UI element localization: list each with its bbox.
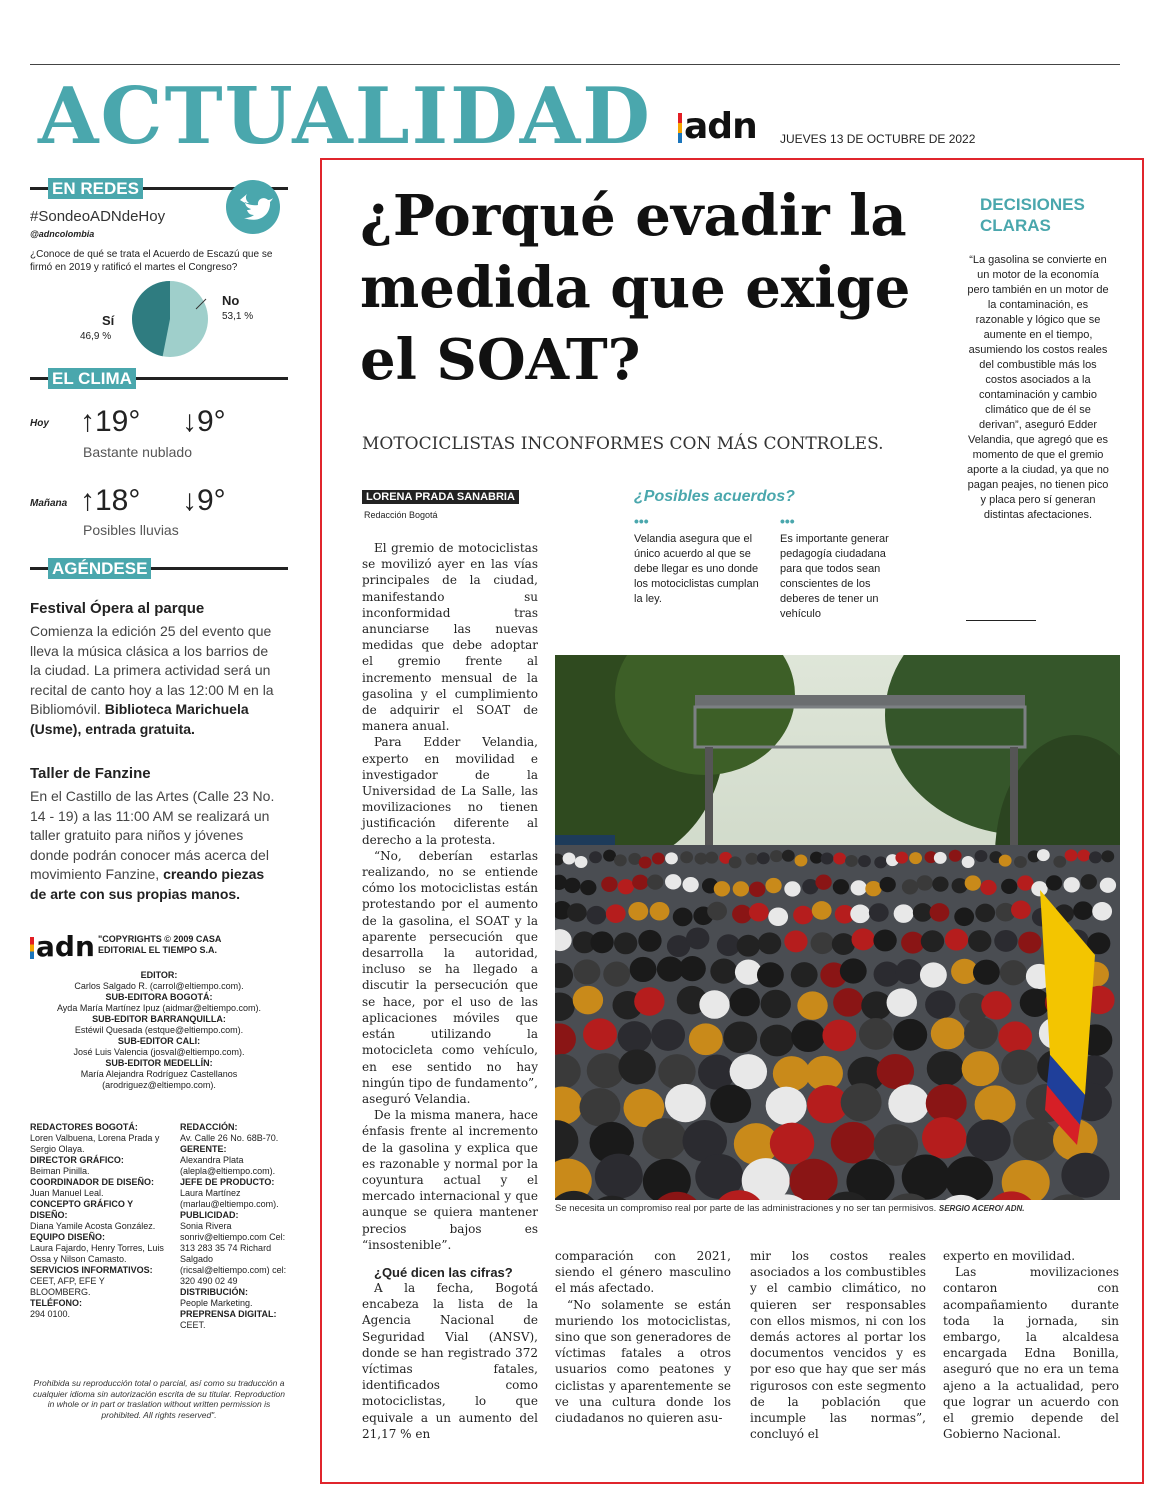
helmet-shape	[651, 1019, 685, 1051]
headline: ¿Porqué evadir la medida que exige el SOAT?	[360, 183, 911, 393]
helmet-shape	[975, 904, 995, 923]
helmet-shape	[850, 905, 870, 924]
helmet-shape	[686, 927, 709, 949]
helmet-shape	[949, 850, 962, 862]
helmet-shape	[821, 853, 834, 865]
helmet-shape	[618, 879, 634, 894]
helmet-shape	[930, 903, 950, 922]
helmet-shape	[1000, 960, 1027, 985]
helmet-shape	[1089, 851, 1102, 863]
masthead-right-column	[180, 1122, 290, 1331]
helmet-shape	[630, 957, 657, 982]
helmet-shape	[642, 1118, 686, 1160]
helmet-shape	[888, 1084, 929, 1122]
helmet-shape	[606, 904, 626, 923]
today-min: ↓9°	[182, 405, 226, 438]
handle: @adncolombia	[30, 229, 95, 239]
helmet-shape	[791, 962, 818, 987]
tomorrow-min: ↓9°	[182, 484, 226, 517]
masthead-editors: EDITOR: Carlos Salgado R. (carrol@eltiempo.com). SUB-EDITORA BOGOTÁ: Ayda María Martínez Ipuz (aidmar@eltiempo.com). SUB-EDITOR BARRANQUILLA: Estéwil Quesada (estque@eltiempo.com). SUB-EDITOR CALI: José Luis Valencia (josval@eltiempo.com). SUB-EDITOR MEDELLÍN: María Alejandra Rodríguez Castellanos (arodriguez@eltiempo.com).	[56, 970, 262, 1090]
acuerdo-2: Es importante generar pedagogía ciudadana para que todos sean conscientes de los deberes de tener un vehículo	[780, 533, 889, 620]
decisiones-rule	[966, 620, 1036, 621]
helmet-shape	[797, 991, 827, 1020]
masthead-role: GERENTE:	[180, 1144, 227, 1154]
helmet-shape	[628, 902, 648, 921]
masthead-person: Loren Valbuena, Lorena Prada y Sergio Olaya.	[30, 1133, 160, 1154]
masthead-role: PREPRENSA DIGITAL:	[180, 1309, 277, 1319]
helmet-shape	[579, 1088, 620, 1126]
helmet-shape	[632, 875, 648, 890]
helmet-shape	[705, 852, 718, 864]
poll-no-value: 53,1 %	[222, 311, 254, 322]
masthead-person: Laura Martínez (marlau@eltiempo.com).	[180, 1188, 279, 1209]
helmet-shape	[845, 855, 858, 867]
helmet-shape	[877, 1054, 914, 1089]
helmet-shape	[729, 856, 742, 868]
helmet-shape	[851, 880, 867, 895]
event1-title: Festival Ópera al parque	[30, 600, 205, 617]
helmet-shape	[945, 929, 968, 951]
article-photo	[555, 655, 1120, 1200]
helmet-shape	[1013, 1119, 1057, 1161]
helmet-shape	[673, 908, 693, 927]
today-label: Hoy	[30, 418, 49, 429]
helmet-shape	[689, 1023, 723, 1055]
helmet-shape	[998, 1021, 1032, 1053]
helmet-shape	[586, 906, 606, 925]
en-redes-label: EN REDES	[48, 178, 143, 199]
helmet-shape	[1064, 877, 1080, 892]
helmet-shape	[580, 880, 596, 895]
helmet-shape	[962, 1051, 999, 1086]
helmet-shape	[902, 1155, 950, 1200]
helmet-shape	[784, 881, 800, 896]
byline: LORENA PRADA SANABRIA	[362, 490, 519, 504]
helmet-shape	[926, 1084, 967, 1122]
helmet-shape	[841, 1083, 882, 1121]
helmet-shape	[710, 959, 737, 984]
helmet-shape	[590, 931, 613, 953]
tomorrow-label: Mañana	[30, 498, 68, 509]
masthead-person: Juan Manuel Leal.	[30, 1188, 104, 1198]
pie-slice-yes	[132, 281, 170, 356]
helmet-shape	[658, 1054, 695, 1089]
helmet-shape	[917, 875, 933, 890]
helmet-shape	[975, 1085, 1016, 1123]
helmet-shape	[1061, 1153, 1109, 1198]
helmet-shape	[812, 901, 832, 920]
adn-logo: adn	[678, 106, 757, 147]
helmet-shape	[733, 881, 749, 896]
helmet-shape	[1073, 901, 1093, 920]
helmet-shape	[563, 853, 576, 865]
helmet-shape	[573, 986, 603, 1015]
masthead-person: People Marketing.	[180, 1298, 253, 1308]
masthead-role: PUBLICIDAD:	[180, 1210, 239, 1220]
issue-date: JUEVES 13 DE OCTUBRE DE 2022	[780, 132, 976, 146]
helmet-shape	[773, 1056, 810, 1091]
poll-pie-chart	[130, 279, 210, 359]
helmet-shape	[710, 1085, 751, 1123]
helmet-shape	[1092, 902, 1112, 921]
helmet-shape	[634, 987, 664, 1016]
article-column-4: experto en movilidad. Las movilizaciones contaron con acompañamiento durante toda la jornada, sin embargo, la alcaldesa encargada Edna Bonilla, aseguró que no era un tema ajeno a la actualidad, pero que lograr un acuerdo con el gremio depende del Gobierno Nacional.	[943, 1249, 1119, 1442]
helmet-shape	[1081, 874, 1097, 889]
helmet-shape	[766, 1087, 807, 1125]
helmet-shape	[575, 856, 588, 868]
masthead-role: CONCEPTO GRÁFICO Y DISEÑO:	[30, 1199, 134, 1220]
masthead-person: CEET.	[180, 1320, 206, 1330]
helmet-shape	[1101, 850, 1114, 862]
helmet-shape	[587, 1053, 624, 1088]
helmet-shape	[749, 903, 769, 922]
helmet-shape	[573, 959, 600, 984]
helmet-shape	[832, 933, 855, 955]
helmet-shape	[865, 881, 881, 896]
helmet-shape	[895, 959, 922, 984]
helmet-shape	[601, 877, 617, 892]
hashtag: #SondeoADNdeHoy	[30, 208, 166, 225]
masthead-role: COORDINADOR DE DISEÑO:	[30, 1177, 155, 1187]
poll-yes-value: 46,9 %	[80, 331, 112, 342]
bullet-dots-1: •••	[634, 513, 649, 529]
helmet-shape	[921, 930, 944, 952]
helmet-shape	[852, 928, 875, 950]
helmet-shape	[1017, 875, 1033, 890]
subhead: MOTOCICLISTAS INCONFORMES CON MÁS CONTROLES.	[362, 434, 884, 454]
helmet-shape	[784, 930, 807, 952]
event2-body: En el Castillo de las Artes (Calle 23 No. 14 - 19) a las 11:00 AM se realizará un taller gratuito para niños y jóvenes donde podrán conocer más acerca del movimiento Fanzine, creando piezas de arte con sus propias manos.	[30, 788, 275, 902]
helmet-shape	[874, 856, 887, 868]
helmet-shape	[1031, 881, 1047, 896]
helmet-shape	[652, 853, 665, 865]
helmet-shape	[869, 903, 889, 922]
helmet-shape	[1100, 878, 1116, 893]
helmet-shape	[981, 991, 1011, 1020]
masthead-role: REDACCIÓN:	[180, 1122, 238, 1132]
el-clima-header	[30, 368, 288, 388]
helmet-shape	[909, 852, 922, 864]
masthead-role: TELÉFONO:	[30, 1298, 82, 1308]
masthead-role: DISTRIBUCIÓN:	[180, 1287, 248, 1297]
helmet-shape	[925, 990, 955, 1019]
helmet-shape	[647, 874, 663, 889]
helmet-shape	[887, 988, 917, 1017]
helmet-shape	[1011, 901, 1031, 920]
helmet-shape	[723, 1021, 757, 1053]
copyright: "COPYRIGHTS © 2009 CASA EDITORIAL EL TIEMPO S.A.	[98, 934, 222, 955]
helmet-shape	[934, 852, 947, 864]
helmet-shape	[665, 1084, 706, 1122]
helmet-shape	[614, 932, 637, 954]
masthead-left-column	[30, 1122, 165, 1320]
helmet-shape	[1014, 856, 1027, 868]
masthead-person: Beiman Pinilla.	[30, 1166, 90, 1176]
helmet-shape	[567, 903, 587, 922]
helmet-shape	[980, 880, 996, 895]
helmet-shape	[770, 850, 783, 862]
helmet-shape	[745, 853, 758, 865]
section-title: ACTUALIDAD	[38, 71, 652, 162]
helmet-shape	[893, 1019, 927, 1051]
helmet-shape	[931, 1018, 965, 1050]
helmet-shape	[945, 1156, 993, 1200]
helmet-shape	[639, 857, 652, 869]
poll-question: ¿Conoce de qué se trata el Acuerdo de Escazú que se firmó en 2019 y ratificó el martes el Congreso?	[30, 249, 273, 273]
helmet-shape	[873, 930, 896, 952]
helmet-shape	[894, 904, 914, 923]
helmet-shape	[965, 875, 981, 890]
masthead-role: JEFE DE PRODUCTO:	[180, 1177, 275, 1187]
helmet-shape	[962, 856, 975, 868]
helmet-shape	[680, 851, 693, 863]
helmet-shape	[758, 932, 781, 954]
helmet-shape	[737, 935, 760, 957]
masthead-person: Alexandra Plata (alepla@eltiempo.com).	[180, 1155, 276, 1176]
helmet-shape	[757, 852, 770, 864]
helmet-shape	[761, 990, 791, 1019]
cifras-heading: ¿Qué dicen las cifras?	[374, 1264, 513, 1280]
helmet-shape	[714, 881, 730, 896]
helmet-shape	[650, 902, 670, 921]
helmet-shape	[699, 990, 729, 1019]
tomorrow-max: ↑18°	[80, 484, 141, 517]
helmet-shape	[932, 876, 948, 891]
top-rule	[30, 64, 1120, 65]
helmet-shape	[975, 850, 988, 862]
helmet-shape	[858, 855, 871, 867]
helmet-shape	[1053, 856, 1066, 868]
helmet-shape	[618, 1021, 652, 1053]
helmet-shape	[665, 852, 678, 864]
masthead-person: Diana Yamile Acosta González.	[30, 1221, 156, 1231]
helmet-shape	[770, 1123, 814, 1165]
helmet-shape	[732, 905, 752, 924]
masthead-role: EQUIPO DISEÑO:	[30, 1232, 106, 1242]
helmet-shape	[618, 1049, 655, 1084]
helmet-shape	[749, 882, 765, 897]
helmet-shape	[927, 1051, 964, 1086]
masthead-role: SERVICIOS INFORMATIVOS:	[30, 1265, 153, 1275]
helmet-shape	[973, 960, 1000, 985]
el-clima-label: EL CLIMA	[48, 368, 136, 389]
byline-desk: Redacción Bogotá	[364, 510, 438, 520]
agendese-header	[30, 558, 288, 578]
masthead-person: CEET, AFP, EFE Y BLOOMBERG.	[30, 1276, 105, 1297]
helmet-shape	[729, 988, 759, 1017]
helmet-shape	[603, 962, 630, 987]
helmet-shape	[665, 874, 681, 889]
masthead-role: REDACTORES BOGOTÁ:	[30, 1122, 138, 1132]
helmet-shape	[793, 906, 813, 925]
helmet-shape	[589, 851, 602, 863]
helmet-shape	[833, 853, 846, 865]
helmet-shape	[840, 958, 867, 983]
helmet-shape	[757, 962, 784, 987]
acuerdo-1: Velandia asegura que el único acuerdo al que se debe llegar es uno donde los motociclistas cumplan la ley.	[634, 533, 759, 605]
masthead-person: 294 0100.	[30, 1309, 71, 1319]
masthead-person: Sonia Rivera sonriv@eltiempo.com Cel: 313 283 35 74 Richard Salgado (ricsal@eltiempo.com) cel: 320 490 02 49	[180, 1221, 287, 1286]
helmet-shape	[791, 1020, 825, 1052]
helmet-shape	[920, 962, 947, 987]
poll-yes-label: Sí	[102, 313, 115, 328]
helmet-shape	[922, 1117, 966, 1159]
helmet-shape	[880, 877, 896, 892]
helmet-shape	[895, 852, 908, 864]
helmet-shape	[964, 1017, 998, 1049]
helmet-shape	[679, 956, 706, 981]
twitter-bubble-icon	[226, 180, 280, 234]
helmet-shape	[968, 930, 991, 952]
helmet-shape	[994, 930, 1017, 952]
helmet-shape	[682, 877, 698, 892]
helmet-shape	[595, 1154, 643, 1199]
masthead-person: Av. Calle 26 No. 68B-70.	[180, 1133, 279, 1143]
masthead-role: DIRECTOR GRÁFICO:	[30, 1155, 124, 1165]
helmet-shape	[782, 850, 795, 862]
helmet-shape	[833, 988, 863, 1017]
helmet-shape	[614, 854, 627, 866]
helmet-shape	[1077, 850, 1090, 862]
agendese-label: AGÉNDESE	[48, 558, 151, 579]
bullet-dots-2: •••	[780, 513, 795, 529]
helmet-shape	[815, 875, 831, 890]
event1-body: Comienza la edición 25 del evento que lleva la música clásica a los barrios de la ciudad. La primera actividad será un recital de canto hoy a las 12:00 M en la Bibliomóvil. Biblioteca Marichuela (Usme), entrada gratuita.	[30, 623, 274, 737]
helmet-shape	[1065, 849, 1078, 861]
tomorrow-desc: Posibles lluvias	[83, 522, 179, 538]
helmet-shape	[999, 855, 1012, 867]
helmet-shape	[1001, 879, 1017, 894]
article-column-2: comparación con 2021, siendo el género masculino el más afectado. “No solamente se están muriendo los motociclistas, sino que son generadores de víctimas fatales a otros usuarios como peatones y ciclistas y aparentemente se ve una cultura donde los ciudadanos no quieren asu-	[555, 1249, 731, 1426]
masthead-person: Laura Fajardo, Henry Torres, Luis Ossa y Nilson Camasto.	[30, 1243, 164, 1264]
article-column-3: mir los costos reales asociados a los combustibles y el cambio climático, no quieren ser responsables con ellos mismos, ni con los demás actores al portar los documentos vencidos y es por eso que hay que ser más rigurosos con este segmento de la población que incumple las normas”, concluyó el	[750, 1249, 926, 1442]
today-max: ↑19°	[80, 405, 141, 438]
helmet-shape	[1001, 1050, 1038, 1085]
poll-no-label: No	[222, 293, 240, 308]
helmet-shape	[765, 878, 781, 893]
helmet-shape	[1046, 875, 1062, 890]
helmet-shape	[954, 907, 974, 926]
helmet-shape	[564, 878, 580, 893]
helmet-shape	[730, 1054, 767, 1089]
helmet-shape	[902, 879, 918, 894]
helmet-shape	[833, 879, 849, 894]
helmet-shape	[638, 930, 661, 952]
helmet-shape	[822, 1020, 856, 1052]
helmet-shape	[795, 854, 808, 866]
event2-title: Taller de Fanzine	[30, 765, 151, 782]
masthead-footer: Prohibida su reproducción total o parcial, así como su traducción a cualquier idioma sin autorización escrita de su titular. Reproduction in whole or in part or traslation without written permission is prohibited. All rights reserved".	[33, 1378, 285, 1420]
helmet-shape	[760, 1025, 794, 1057]
helmet-shape	[583, 1018, 617, 1050]
acuerdos-heading: ¿Posibles acuerdos?	[634, 488, 795, 505]
helmet-shape	[811, 932, 834, 954]
adn-masthead-logo: adn	[30, 930, 95, 963]
helmet-shape	[707, 902, 727, 921]
helmet-shape	[768, 907, 788, 926]
helmet-shape	[1037, 849, 1050, 861]
helmet-shape	[859, 1018, 893, 1050]
helmet-shape	[1018, 932, 1041, 954]
helmet-shape	[966, 1119, 1010, 1161]
helmet-shape	[831, 1122, 875, 1164]
photo-caption: Se necesita un compromiso real por parte de las administraciones y no ser tan permisivos. SERGIO ACERO/ ADN.	[555, 1203, 1025, 1214]
article-column-1: El gremio de motociclistas se movilizó ayer en las vías principales de la ciudad, manifestando su inconformidad tras anunciarse las nuevas medidas que debe adoptar el gremio frente al incremento mensual de la gasolina y el cumplimiento de adquirir el SOAT de manera anual. Para Edder Velandia, experto en movilidad e investigador de la Universidad de La Salle, las movilizaciones no tienen justificación diferente al derecho a la protesta. “No, deberían estarlas realizando, no se entiende cómo los motociclistas están protestando por el aumento de la gasolina, el SOAT y la aparente persecución que desarrolla la autoridad, incluso se ha llegado a discutir la persecución que se hace, por el uso de las aplicaciones móviles que están utilizando la motocicleta como vehículo, en ese sentido no hay ningún tipo de fundamento”, aseguró Velandia. De la misma manera, hace énfasis frente al incremento de la gasolina y explica que es razonable y normal por la coyuntura actual y el mercado internacional y que aunque se quiera mantener precios bajos es “insostenible”. ¿Qué dicen las cifras? A la fecha, Bogotá encabeza la lista de la Agencia Nacional de Seguridad Vial (ANSV), donde se han registrado 372 víctimas fatales, identificados como motociclistas, lo que equivale a un aumento del 21,17 % en	[362, 541, 538, 1441]
decisiones-text: “La gasolina se convierte en un motor de la economía pero también en un motor de la contaminación, es razonable y lógico que se aumente en el tiempo, asumiendo los costos reales del combustible más los costos asociados a la contaminación y cambio climático que de él se derivan”, aseguró Edder Velandia, que agregó que es momento de que el gremio aporte a la ciudad, ya que no pagan peajes, no tienen pico y placa pero sí generan distintas afectaciones.	[967, 254, 1109, 521]
decisiones-heading: DECISIONES CLARAS	[980, 195, 1085, 235]
today-desc: Bastante nublado	[83, 444, 192, 460]
